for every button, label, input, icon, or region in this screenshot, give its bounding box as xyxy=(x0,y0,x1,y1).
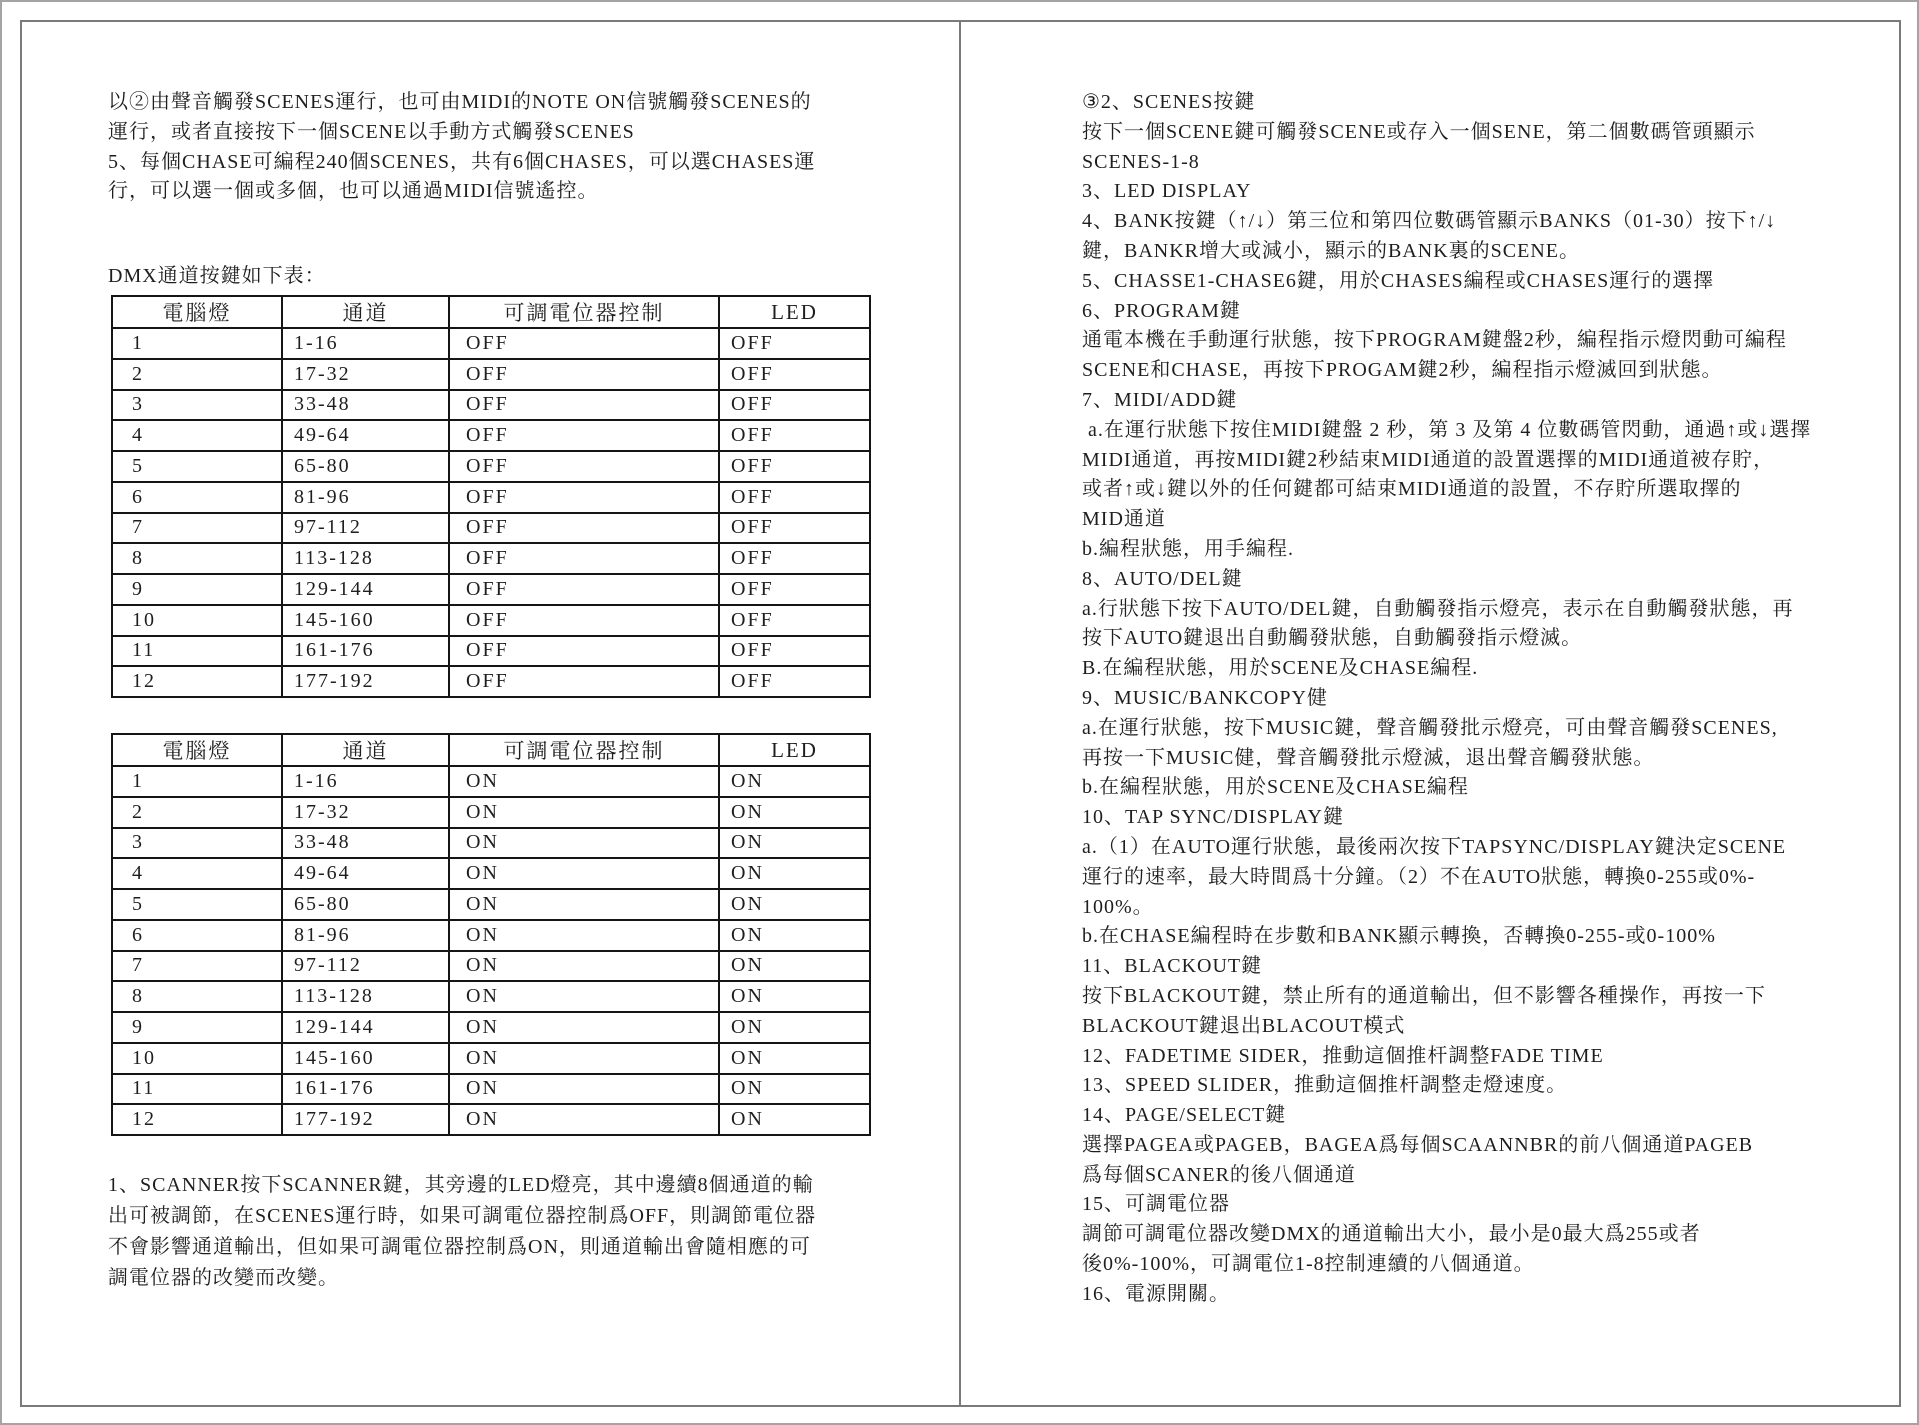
table-row xyxy=(112,328,870,359)
text-line: 出可被調節，在SCENES運行時，如果可調電位器控制爲OFF，則調節電位器 xyxy=(108,1205,817,1227)
cell-dimmer-control: ON xyxy=(449,766,719,797)
table-caption: DMX通道按鍵如下表： xyxy=(108,265,326,287)
table-row xyxy=(112,605,870,636)
text-line: b.在CHASE編程時在步數和BANK顯示轉換，否轉換0-255-或0-100% xyxy=(1082,925,1716,948)
cell-dimmer-control: ON xyxy=(449,951,719,982)
text-line: 調電位器的改變而改變。 xyxy=(108,1267,339,1289)
column-header-channel: 通道 xyxy=(282,734,449,766)
cell-channel: 145-160 xyxy=(282,605,449,636)
cell-led: ON xyxy=(719,889,870,920)
section-heading: 4、BANK按鍵（↑/↓）第三位和第四位數碼管顯示BANKS（01-30）按下↑/↓ xyxy=(1082,210,1777,233)
cell-light: 5 xyxy=(112,889,282,920)
table-row xyxy=(112,951,870,982)
cell-dimmer-control: ON xyxy=(449,1104,719,1135)
cell-light: 7 xyxy=(112,513,282,544)
cell-light: 8 xyxy=(112,543,282,574)
cell-led: ON xyxy=(719,797,870,828)
column-header-dimmer-control: 可調電位器控制 xyxy=(449,734,719,766)
key-descriptions xyxy=(1082,88,1811,1310)
cell-led: OFF xyxy=(719,666,870,697)
text-line: SCENE和CHASE，再按下PROGAM鍵2秒，編程指示燈滅回到狀態。 xyxy=(1082,359,1723,382)
table-header-row xyxy=(112,296,870,328)
cell-led: ON xyxy=(719,1043,870,1074)
cell-led: OFF xyxy=(719,543,870,574)
table-row xyxy=(112,1104,870,1135)
table-row xyxy=(112,1012,870,1043)
cell-light: 9 xyxy=(112,574,282,605)
table-row xyxy=(112,920,870,951)
cell-channel: 113-128 xyxy=(282,981,449,1012)
table-row xyxy=(112,482,870,513)
dmx-table-off xyxy=(111,295,871,698)
table-row xyxy=(112,858,870,889)
cell-channel: 33-48 xyxy=(282,390,449,421)
table-row xyxy=(112,451,870,482)
table-row xyxy=(112,543,870,574)
table-row xyxy=(112,766,870,797)
cell-dimmer-control: OFF xyxy=(449,605,719,636)
cell-light: 6 xyxy=(112,920,282,951)
cell-channel: 81-96 xyxy=(282,482,449,513)
cell-light: 2 xyxy=(112,359,282,390)
cell-channel: 17-32 xyxy=(282,359,449,390)
cell-led: OFF xyxy=(719,513,870,544)
cell-channel: 113-128 xyxy=(282,543,449,574)
table-header-row xyxy=(112,734,870,766)
text-line: 不會影響通道輸出，但如果可調電位器控制爲ON，則通道輸出會隨相應的可 xyxy=(108,1236,811,1258)
text-line: a.在運行狀態，按下MUSIC鍵，聲音觸發批示燈亮，可由聲音觸發SCENES, xyxy=(1082,716,1778,739)
cell-channel: 161-176 xyxy=(282,1074,449,1105)
cell-light: 4 xyxy=(112,420,282,451)
cell-dimmer-control: OFF xyxy=(449,328,719,359)
table-row xyxy=(112,359,870,390)
section-heading: 8、AUTO/DEL鍵 xyxy=(1082,567,1243,590)
text-line: 調節可調電位器改變DMX的通道輸出大小，最小是0最大爲255或者 xyxy=(1082,1223,1701,1246)
cell-led: OFF xyxy=(719,328,870,359)
cell-dimmer-control: ON xyxy=(449,920,719,951)
cell-light: 2 xyxy=(112,797,282,828)
cell-dimmer-control: ON xyxy=(449,1074,719,1105)
cell-channel: 17-32 xyxy=(282,797,449,828)
cell-dimmer-control: ON xyxy=(449,1043,719,1074)
cell-led: OFF xyxy=(719,359,870,390)
table-row xyxy=(112,666,870,697)
column-header-light: 電腦燈 xyxy=(112,734,282,766)
cell-dimmer-control: OFF xyxy=(449,420,719,451)
cell-led: ON xyxy=(719,951,870,982)
cell-dimmer-control: ON xyxy=(449,1012,719,1043)
cell-channel: 49-64 xyxy=(282,858,449,889)
section-heading: 13、SPEED SLIDER，推動這個推杆調整走燈速度。 xyxy=(1082,1074,1568,1097)
section-heading: 14、PAGE/SELECT鍵 xyxy=(1082,1104,1287,1127)
text-line: 5、每個CHASE可編程240個SCENES，共有6個CHASES，可以選CHASES運 xyxy=(108,150,816,173)
cell-led: ON xyxy=(719,1074,870,1105)
text-line: 按下BLACKOUT鍵，禁止所有的通道輸出，但不影響各種操作，再按一下 xyxy=(1082,984,1766,1007)
intro-paragraph xyxy=(108,88,815,207)
cell-light: 3 xyxy=(112,828,282,859)
cell-dimmer-control: ON xyxy=(449,828,719,859)
cell-dimmer-control: OFF xyxy=(449,543,719,574)
cell-light: 12 xyxy=(112,666,282,697)
cell-dimmer-control: ON xyxy=(449,797,719,828)
table-row xyxy=(112,420,870,451)
cell-dimmer-control: OFF xyxy=(449,574,719,605)
text-line: BLACKOUT鍵退出BLACOUT模式 xyxy=(1082,1014,1406,1037)
cell-channel: 65-80 xyxy=(282,451,449,482)
section-heading: 9、MUSIC/BANKCOPY健 xyxy=(1082,686,1328,709)
cell-channel: 129-144 xyxy=(282,574,449,605)
table-row xyxy=(112,513,870,544)
cell-light: 7 xyxy=(112,951,282,982)
cell-channel: 97-112 xyxy=(282,951,449,982)
text-line: 1、SCANNER按下SCANNER鍵，其旁邊的LED燈亮，其中邊續8個通道的輸 xyxy=(108,1174,814,1196)
text-line: 按下AUTO鍵退出自動觸發狀態，自動觸發指示燈滅。 xyxy=(1082,627,1583,650)
section-heading: 3、LED DISPLAY xyxy=(1082,180,1252,203)
cell-channel: 33-48 xyxy=(282,828,449,859)
dmx-table-on xyxy=(111,733,871,1136)
text-line: MID通道 xyxy=(1082,508,1166,531)
cell-light: 1 xyxy=(112,328,282,359)
right-page xyxy=(960,0,1919,1425)
section-heading: ③2、SCENES按鍵 xyxy=(1082,91,1256,113)
cell-dimmer-control: OFF xyxy=(449,359,719,390)
cell-light: 11 xyxy=(112,636,282,667)
section-heading: 15、可調電位器 xyxy=(1082,1193,1230,1216)
text-line: a.在運行狀態下按住MIDI鍵盤 2 秒，第 3 及第 4 位數碼管閃動，通過↑或↓選擇 xyxy=(1082,418,1812,441)
section-heading: 5、CHASSE1-CHASE6鍵，用於CHASES編程或CHASES運行的選擇 xyxy=(1082,269,1715,292)
cell-led: ON xyxy=(719,858,870,889)
scanner-note-paragraph xyxy=(108,1170,816,1294)
cell-channel: 145-160 xyxy=(282,1043,449,1074)
text-line: SCENES-1-8 xyxy=(1082,150,1200,173)
text-line: b.在編程狀態，用於SCENE及CHASE編程 xyxy=(1082,776,1469,799)
cell-channel: 129-144 xyxy=(282,1012,449,1043)
cell-led: OFF xyxy=(719,482,870,513)
table-row xyxy=(112,1074,870,1105)
cell-channel: 65-80 xyxy=(282,889,449,920)
column-header-light: 電腦燈 xyxy=(112,296,282,328)
cell-channel: 177-192 xyxy=(282,666,449,697)
column-header-dimmer-control: 可調電位器控制 xyxy=(449,296,719,328)
text-line: 後0%-100%，可調電位1-8控制連續的八個通道。 xyxy=(1082,1253,1535,1276)
cell-light: 4 xyxy=(112,858,282,889)
cell-dimmer-control: OFF xyxy=(449,482,719,513)
text-line: 運行的速率，最大時間爲十分鐘。（2）不在AUTO狀態，轉換0-255或0%- xyxy=(1082,865,1756,888)
table-row xyxy=(112,889,870,920)
cell-channel: 97-112 xyxy=(282,513,449,544)
cell-light: 10 xyxy=(112,1043,282,1074)
cell-dimmer-control: ON xyxy=(449,889,719,920)
text-line: MIDI通道，再按MIDI鍵2秒結束MIDI通道的設置選擇的MIDI通道被存貯， xyxy=(1082,448,1775,471)
cell-led: ON xyxy=(719,920,870,951)
table-row xyxy=(112,636,870,667)
column-header-led: LED xyxy=(719,734,870,766)
text-line: 通電本機在手動運行狀態，按下PROGRAM鍵盤2秒，編程指示燈閃動可編程 xyxy=(1082,329,1787,352)
text-line: 再按一下MUSIC健，聲音觸發批示燈滅，退出聲音觸發狀態。 xyxy=(1082,746,1655,769)
section-heading: 6、PROGRAM鍵 xyxy=(1082,299,1241,322)
text-line: 100%。 xyxy=(1082,895,1154,918)
text-line: 按下一個SCENE鍵可觸發SCENE或存入一個SENE，第二個數碼管頭顯示 xyxy=(1082,120,1756,143)
text-line: B.在編程狀態，用於SCENE及CHASE編程. xyxy=(1082,657,1479,680)
cell-led: OFF xyxy=(719,636,870,667)
text-line: 選擇PAGEA或PAGEB，BAGEA爲每個SCAANNBR的前八個通道PAGEB xyxy=(1082,1133,1754,1156)
cell-dimmer-control: OFF xyxy=(449,390,719,421)
text-line: a.行狀態下按下AUTO/DEL鍵，自動觸發指示燈亮，表示在自動觸發狀態，再 xyxy=(1082,597,1794,620)
cell-led: ON xyxy=(719,766,870,797)
table-row xyxy=(112,828,870,859)
cell-led: OFF xyxy=(719,605,870,636)
text-line: 鍵，BANKR增大或減小，顯示的BANK裏的SCENE。 xyxy=(1082,239,1581,262)
cell-channel: 1-16 xyxy=(282,766,449,797)
cell-dimmer-control: ON xyxy=(449,981,719,1012)
table-row xyxy=(112,981,870,1012)
table-row xyxy=(112,390,870,421)
cell-light: 3 xyxy=(112,390,282,421)
cell-led: OFF xyxy=(719,574,870,605)
cell-light: 1 xyxy=(112,766,282,797)
cell-light: 11 xyxy=(112,1074,282,1105)
column-header-led: LED xyxy=(719,296,870,328)
cell-led: OFF xyxy=(719,390,870,421)
text-line: 或者↑或↓鍵以外的任何鍵都可結束MIDI通道的設置，不存貯所選取擇的 xyxy=(1082,478,1742,501)
cell-channel: 161-176 xyxy=(282,636,449,667)
cell-dimmer-control: OFF xyxy=(449,666,719,697)
cell-led: ON xyxy=(719,828,870,859)
section-heading: 12、FADETIME SIDER，推動這個推杆調整FADE TIME xyxy=(1082,1044,1604,1067)
table-row xyxy=(112,1043,870,1074)
cell-dimmer-control: OFF xyxy=(449,451,719,482)
cell-led: ON xyxy=(719,981,870,1012)
cell-dimmer-control: OFF xyxy=(449,513,719,544)
section-heading: 10、TAP SYNC/DISPLAY鍵 xyxy=(1082,806,1344,829)
text-line: a.（1）在AUTO運行狀態，最後兩次按下TAPSYNC/DISPLAY鍵決定SCENE xyxy=(1082,835,1787,858)
cell-led: ON xyxy=(719,1012,870,1043)
cell-channel: 177-192 xyxy=(282,1104,449,1135)
cell-light: 9 xyxy=(112,1012,282,1043)
cell-light: 10 xyxy=(112,605,282,636)
section-heading: 16、電源開關。 xyxy=(1082,1282,1230,1305)
text-line: 以②由聲音觸發SCENES運行，也可由MIDI的NOTE ON信號觸發SCENES的 xyxy=(108,91,812,113)
text-line: 爲每個SCANER的後八個通道 xyxy=(1082,1163,1356,1186)
text-line: 運行，或者直接按下一個SCENE以手動方式觸發SCENES xyxy=(108,120,635,143)
cell-light: 6 xyxy=(112,482,282,513)
cell-light: 12 xyxy=(112,1104,282,1135)
cell-channel: 49-64 xyxy=(282,420,449,451)
cell-dimmer-control: OFF xyxy=(449,636,719,667)
cell-light: 8 xyxy=(112,981,282,1012)
cell-dimmer-control: ON xyxy=(449,858,719,889)
text-line: 行，可以選一個或多個，也可以通過MIDI信號遙控。 xyxy=(108,180,599,203)
column-header-channel: 通道 xyxy=(282,296,449,328)
cell-light: 5 xyxy=(112,451,282,482)
text-line: b.編程狀態，用手編程. xyxy=(1082,537,1294,560)
section-heading: 11、BLACKOUT鍵 xyxy=(1082,955,1263,978)
table-row xyxy=(112,797,870,828)
section-heading: 7、MIDI/ADD鍵 xyxy=(1082,388,1238,411)
table-caption-block xyxy=(108,262,326,292)
cell-led: OFF xyxy=(719,420,870,451)
table-row xyxy=(112,574,870,605)
cell-led: OFF xyxy=(719,451,870,482)
cell-channel: 81-96 xyxy=(282,920,449,951)
cell-led: ON xyxy=(719,1104,870,1135)
cell-channel: 1-16 xyxy=(282,328,449,359)
